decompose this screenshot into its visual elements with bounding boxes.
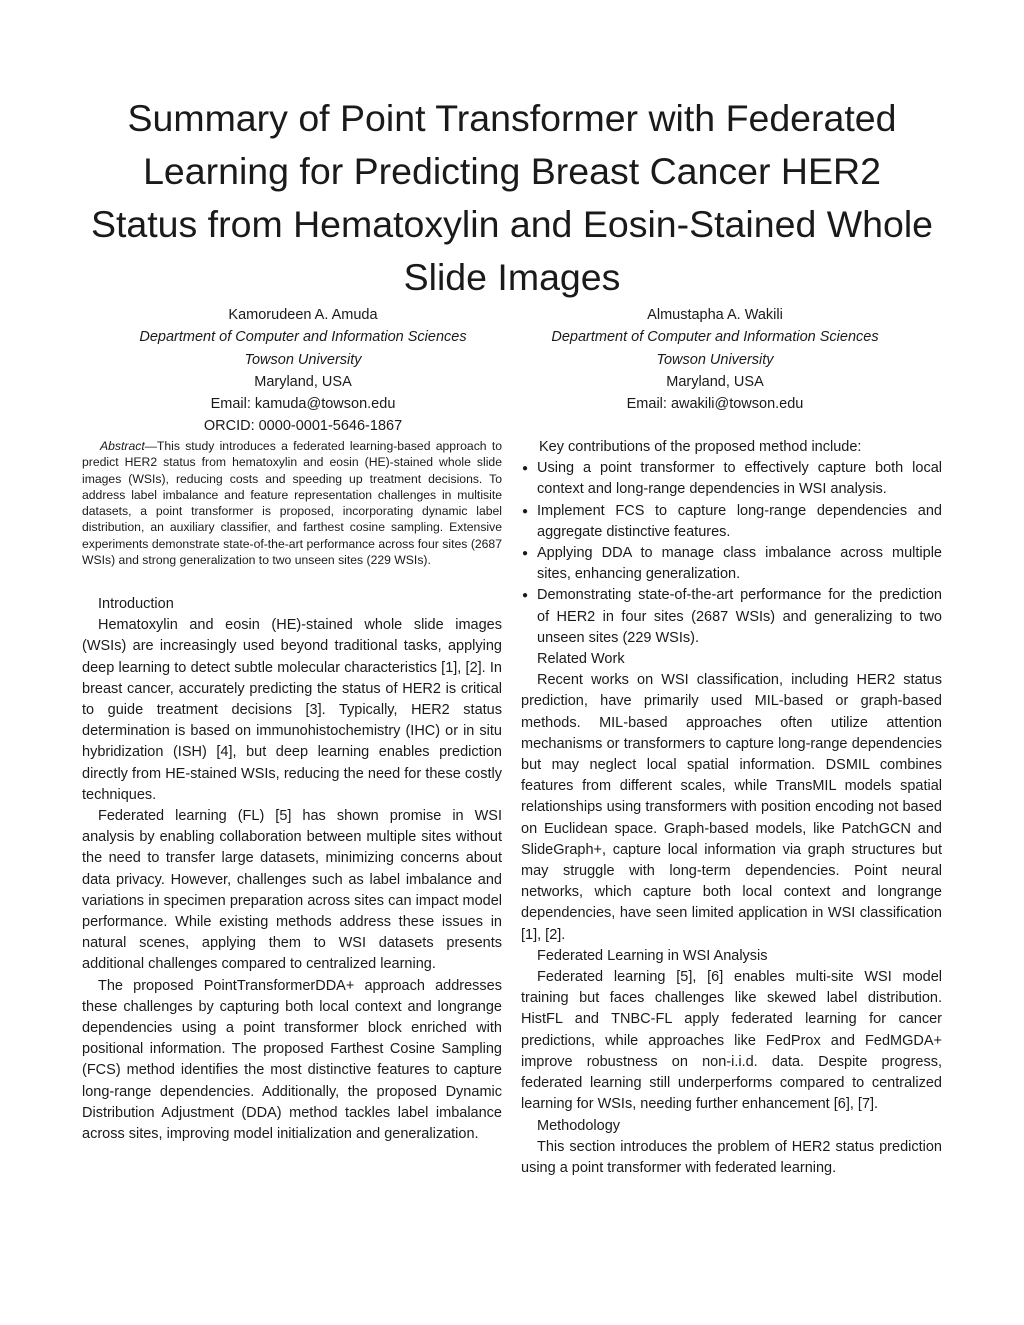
author-orcid: ORCID: 0000-0001-5646-1867	[203, 418, 403, 435]
author-department: Department of Computer and Information Sciences	[139, 329, 467, 346]
left-column	[82, 594, 502, 1145]
author-block-1	[103, 304, 503, 438]
intro-paragraph-1: Hematoxylin and eosin (HE)-stained whole slide images (WSIs) are increasingly used beyond traditional tasks, applying deep learning to detect subtle molecular characteristics [1], [2]. In breast cancer, accurately predicting the status of HER2 is critical to guide treatment decisions [3]. Typically, HER2 status determination is based on immunohistochemistry (IHC) or in situ hybridization (ISH) [4], but deep learning enables prediction directly from HE-stained WSIs, reducing the need for these costly techniques.	[82, 617, 502, 803]
abstract-lead: Abstract—	[100, 439, 157, 453]
list-item	[521, 458, 942, 500]
related-work-paragraph: Recent works on WSI classification, including HER2 status prediction, have primarily used MIL-based or graph-based methods. MIL-based approaches often utilize attention mechanisms or transformers to capture long-range dependencies but may neglect local spatial information. DSMIL combines features from different scales, while TransMIL models spatial relationships using transformers with position encoding not based on Euclidean space. Graph-based models, like PatchGCN and SlideGraph+, capture local information via graph structures but may struggle with long-term dependencies. Point neural networks, which capture both local context and longrange dependencies, have seen limited application in WSI classification [1], [2].	[521, 672, 942, 943]
list-item-text: Implement FCS to capture long-range dependencies and aggregate distinctive features.	[537, 502, 942, 540]
abstract	[82, 438, 502, 568]
contributions-list	[521, 458, 942, 649]
section-heading-introduction: Introduction	[98, 596, 174, 612]
bullet-icon: ●	[522, 548, 529, 560]
list-item	[521, 501, 942, 543]
methodology-paragraph: This section introduces the problem of HER2 status prediction using a point transformer with federated learning.	[521, 1138, 942, 1176]
contributions-intro: Key contributions of the proposed method include:	[539, 439, 862, 455]
author-email: Email: awakili@towson.edu	[626, 396, 804, 413]
author-location: Maryland, USA	[666, 373, 764, 390]
author-name: Almustapha A. Wakili	[647, 307, 783, 323]
bullet-icon: ●	[522, 505, 529, 517]
section-heading-related-work: Related Work	[537, 651, 625, 668]
federated-paragraph: Federated learning [5], [6] enables multi-site WSI model training but faces challenges like skewed label distribution. HistFL and TNBC-FL apply federated learning for cancer predictions, while approaches like FedProx and FedMGDA+ improve robustness on non-i.i.d. data. Despite progress, federated learning still underperforms compared to centralized learning for WSIs, needing further enhancement [6], [7].	[521, 969, 942, 1113]
list-item	[521, 585, 942, 649]
author-location: Maryland, USA	[254, 373, 352, 390]
section-heading-federated: Federated Learning in WSI Analysis	[537, 947, 768, 964]
intro-paragraph-2: Federated learning (FL) [5] has shown promise in WSI analysis by enabling collaboration between multiple sites without the need to transfer large datasets, minimizing concerns about data privacy. However, challenges such as label imbalance and variations in specimen preparation across sites can impact model performance. While existing methods address these issues in natural scenes, applying them to WSI datasets presents additional challenges compared to centralized learning.	[82, 808, 502, 973]
author-department: Department of Computer and Information Sciences	[551, 329, 879, 346]
paper-title: Summary of Point Transformer with Federated Learning for Predicting Breast Cancer HER2 Status from Hematoxylin and Eosin-Stained Whole Slide Images	[90, 97, 934, 298]
author-email: Email: kamuda@towson.edu	[210, 396, 396, 413]
section-heading-methodology: Methodology	[537, 1117, 621, 1134]
list-item-text: Demonstrating state-of-the-art performance for the prediction of HER2 in four sites (2687 WSIs) and generalizing to two unseen sites (229 WSIs).	[537, 587, 942, 646]
author-university: Towson University	[244, 351, 362, 368]
list-item-text: Using a point transformer to effectively capture both local context and long-range dependencies in WSI analysis.	[537, 460, 942, 498]
right-column	[521, 437, 942, 1179]
author-block-2	[515, 304, 915, 415]
list-item-text: Applying DDA to manage class imbalance across multiple sites, enhancing generalization.	[537, 545, 942, 583]
bullet-icon: ●	[522, 590, 529, 602]
abstract-text: This study introduces a federated learning-based approach to predict HER2 status from hematoxylin and eosin (HE)-stained whole slide images (WSIs), reducing costs and speeding up treatment decisions. To address label imbalance and feature representation challenges in multisite datasets, a point transformer is proposed, incorporating dynamic label distribution, an auxiliary classifier, and farthest cosine sampling. Extensive experiments demonstrate state-of-the-art performance across four sites (2687 WSIs) and strong generalization to two unseen sites (229 WSIs).	[82, 439, 502, 568]
bullet-icon: ●	[522, 463, 529, 475]
list-item	[521, 543, 942, 585]
author-name: Kamorudeen A. Amuda	[228, 307, 378, 323]
intro-paragraph-3: The proposed PointTransformerDDA+ approach addresses these challenges by capturing both local context and longrange dependencies using a point transformer block enriched with positional information. The proposed Farthest Cosine Sampling (FCS) method identifies the most distinctive features to capture long-range dependencies. Additionally, the proposed Dynamic Distribution Adjustment (DDA) method tackles label imbalance across sites, improving model initialization and generalization.	[82, 977, 502, 1143]
author-university: Towson University	[656, 351, 774, 368]
